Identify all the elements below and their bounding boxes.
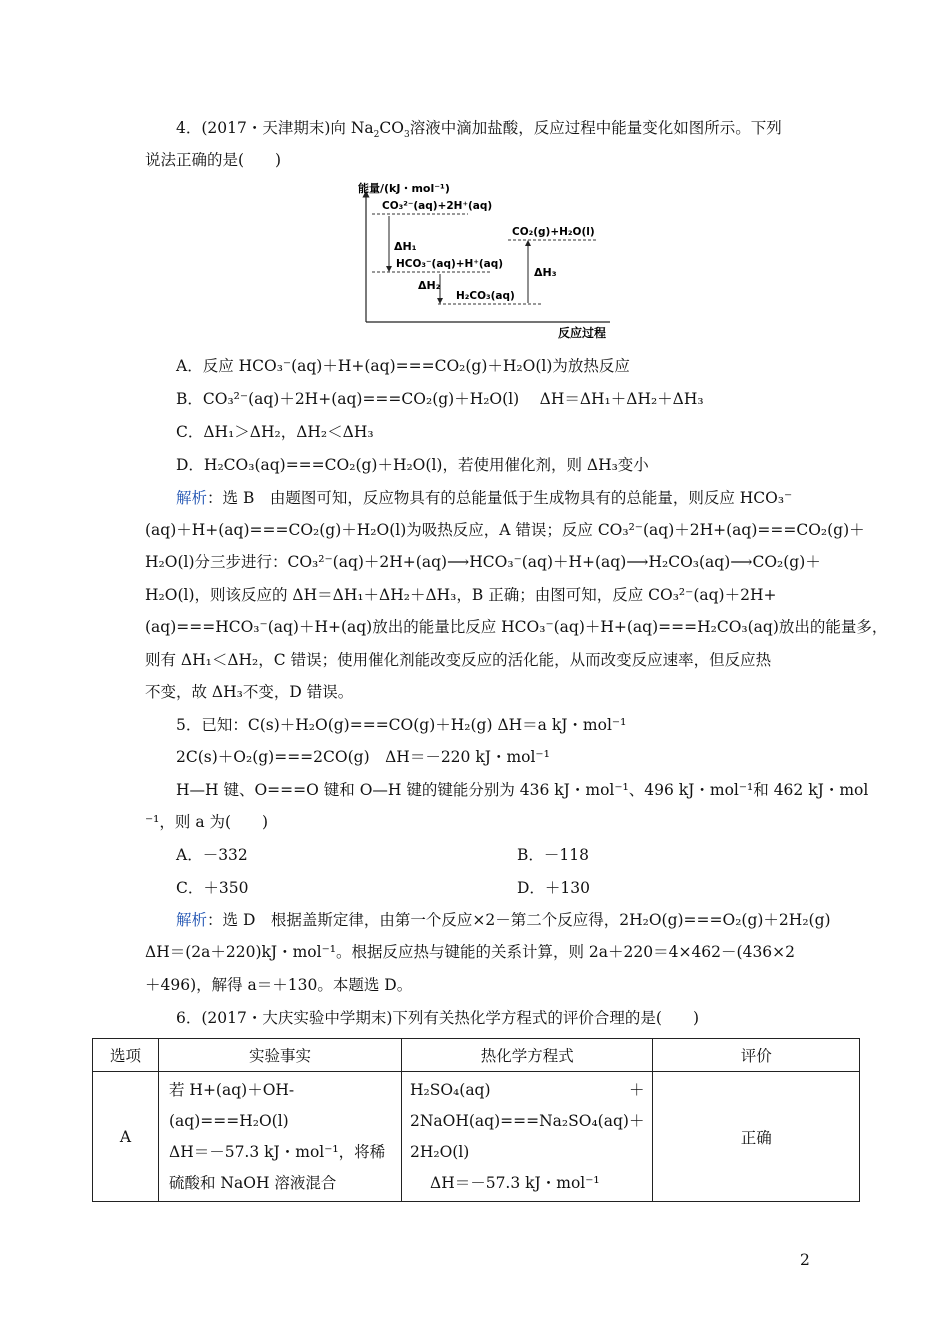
q5-analysis-text-1: ：选 D 根据盖斯定律，由第一个反应×2－第二个反应得，2H₂O(g)===O₂(g)＋2H₂(g) xyxy=(207,911,831,929)
q5-analysis-line2: ΔH＝(2a＋220)kJ・mol⁻¹。根据反应热与键能的关系计算，则 2a＋220＝4×462－(436×2 xyxy=(145,943,796,961)
label-level-top: CO₃²⁻(aq)+2H⁺(aq) xyxy=(382,200,493,212)
fact-line-3: 硫酸和 NaOH 溶液混合 xyxy=(169,1173,337,1192)
diagram-xlabel: 反应过程 xyxy=(558,326,607,340)
q4-analysis-label: 解析 xyxy=(176,489,208,507)
q5-option-a: A．－332 xyxy=(176,846,248,864)
q4-stem-line2: 说法正确的是( ) xyxy=(145,151,282,169)
q5-line2: 2C(s)＋O₂(g)===2CO(g) ΔH＝－220 kJ・mol⁻¹ xyxy=(176,748,550,766)
q6-table xyxy=(92,1038,860,1202)
q4-analysis-line6: 则有 ΔH₁＜ΔH₂，C 错误；使用催化剂能改变反应的活化能，从而改变反应速率，但反应热 xyxy=(145,651,772,669)
q5-analysis-line1 xyxy=(176,910,831,930)
eq-line-2 xyxy=(410,1106,644,1137)
label-level-low: H₂CO₃(aq) xyxy=(456,290,515,302)
label-level-right: CO₂(g)+H₂O(l) xyxy=(512,226,595,238)
eq-part-4: ΔH＝－57.3 kJ・mol⁻¹ xyxy=(430,1173,600,1192)
header-evaluation: 评价 xyxy=(653,1039,860,1072)
q5-line1: 5．已知：C(s)＋H₂O(g)===CO(g)＋H₂(g) ΔH＝a kJ・mol⁻¹ xyxy=(176,716,627,734)
q5-option-c: C．＋350 xyxy=(176,879,249,897)
q4-stem-part1: 4．(2017・天津期末)向 Na xyxy=(176,119,374,137)
fact-line-2: ΔH＝－57.3 kJ・mol⁻¹，将稀 xyxy=(169,1142,386,1161)
cell-fact xyxy=(159,1072,402,1202)
q5-line3: H—H 键、O===O 键和 O—H 键的键能分别为 436 kJ・mol⁻¹、496 kJ・mol⁻¹和 462 kJ・mol xyxy=(176,781,869,799)
eq-plus-1: ＋ xyxy=(628,1080,645,1099)
table-header-row xyxy=(93,1039,860,1072)
label-dh3: ΔH₃ xyxy=(534,266,557,279)
eq-part-2: 2NaOH(aq)===Na₂SO₄(aq) xyxy=(410,1111,629,1130)
fact-line-1: 若 H+(aq)＋OH-(aq)===H₂O(l) xyxy=(169,1080,295,1130)
header-fact: 实验事实 xyxy=(159,1039,402,1072)
q4-analysis-line7: 不变，故 ΔH₃不变，D 错误。 xyxy=(145,683,354,701)
q5-option-d: D．＋130 xyxy=(517,879,591,897)
label-level-mid: HCO₃⁻(aq)+H⁺(aq) xyxy=(396,258,504,270)
q6-stem: 6．(2017・大庆实验中学期末)下列有关热化学方程式的评价合理的是( ) xyxy=(176,1009,699,1027)
q4-analysis-line4: H₂O(l)，则该反应的 ΔH＝ΔH₁＋ΔH₂＋ΔH₃，B 正确；由图可知，反应 CO₃²⁻(aq)＋2H+ xyxy=(145,586,777,604)
q4-analysis-line3: H₂O(l)分三步进行：CO₃²⁻(aq)＋2H+(aq)⟶HCO₃⁻(aq)＋H+(aq)⟶H₂CO₃(aq)⟶CO₂(g)＋ xyxy=(145,553,821,571)
q5-analysis-line3: ＋496)，解得 a＝＋130。本题选 D。 xyxy=(145,976,413,994)
eq-part-3: 2H₂O(l) xyxy=(410,1142,470,1161)
header-option: 选项 xyxy=(93,1039,159,1072)
q5-line4: ⁻¹，则 a 为( ) xyxy=(145,813,269,831)
q4-analysis-line1 xyxy=(176,488,792,508)
cell-equation xyxy=(402,1072,653,1202)
q4-option-a: A．反应 HCO₃⁻(aq)＋H+(aq)===CO₂(g)＋H₂O(l)为放热反应 xyxy=(176,357,630,375)
q4-stem-part3: 溶液中滴加盐酸，反应过程中能量变化如图所示。下列 xyxy=(409,119,782,137)
q4-analysis-line2: (aq)＋H+(aq)===CO₂(g)＋H₂O(l)为吸热反应，A 错误；反应 CO₃²⁻(aq)＋2H+(aq)===CO₂(g)＋ xyxy=(145,521,865,539)
q4-stem-part2: CO xyxy=(379,119,404,137)
q4-option-d: D．H₂CO₃(aq)===CO₂(g)＋H₂O(l)，若使用催化剂，则 ΔH₃变小 xyxy=(176,456,649,474)
q4-option-b: B．CO₃²⁻(aq)＋2H+(aq)===CO₂(g)＋H₂O(l) ΔH＝ΔH₁＋ΔH₂＋ΔH₃ xyxy=(176,390,704,408)
eq-line-3 xyxy=(410,1137,644,1168)
q4-stem-line1: 4．(2017・天津期末)向 $Na_2CO_3$溶液中滴加盐酸，反应过程中能量变化如图所示。下列 xyxy=(176,119,782,141)
eq-line-1 xyxy=(410,1075,644,1106)
q5-option-b: B．－118 xyxy=(517,846,589,864)
q4-analysis-text-1: ：选 B 由题图可知，反应物具有的总能量低于生成物具有的总能量，则反应 HCO₃⁻ xyxy=(207,489,793,507)
label-dh2: ΔH₂ xyxy=(418,279,441,292)
eq-plus-2: ＋ xyxy=(628,1111,645,1130)
table-row xyxy=(93,1072,860,1202)
eq-part-1: H₂SO₄(aq) xyxy=(410,1080,491,1099)
energy-diagram xyxy=(350,176,620,341)
header-equation: 热化学方程式 xyxy=(402,1039,653,1072)
eq-line-4 xyxy=(410,1168,644,1199)
cell-evaluation: 正确 xyxy=(653,1072,860,1202)
page-number: 2 xyxy=(800,1251,810,1269)
q5-analysis-label: 解析 xyxy=(176,911,208,929)
q4-analysis-line5: (aq)===HCO₃⁻(aq)＋H+(aq)放出的能量比反应 HCO₃⁻(aq)＋H+(aq)===H₂CO₃(aq)放出的能量多， xyxy=(145,618,888,636)
label-dh1: ΔH₁ xyxy=(394,240,417,253)
diagram-ylabel: 能量/(kJ・mol⁻¹) xyxy=(358,182,450,195)
cell-option: A xyxy=(93,1072,159,1202)
q4-option-c: C．ΔH₁＞ΔH₂，ΔH₂＜ΔH₃ xyxy=(176,423,374,441)
